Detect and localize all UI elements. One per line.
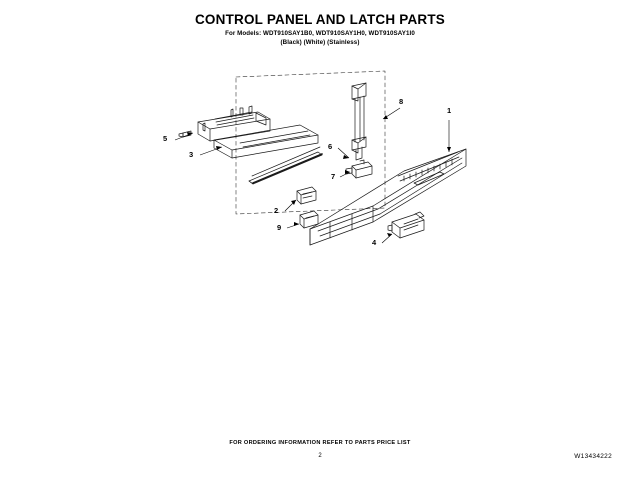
page-number: 2: [318, 453, 322, 459]
page-title: CONTROL PANEL AND LATCH PARTS: [194, 12, 446, 27]
ordering-info-note: FOR ORDERING INFORMATION REFER TO PARTS PRICE LIST: [229, 440, 411, 446]
callout-6: 6: [328, 142, 333, 151]
callout-8: 8: [399, 97, 404, 106]
callout-9: 9: [277, 223, 282, 232]
callout-1: 1: [447, 106, 452, 115]
models-line-finishes: (Black) (White) (Stainless): [280, 39, 360, 46]
callout-7: 7: [331, 172, 336, 181]
callout-4: 4: [372, 238, 377, 247]
callout-3: 3: [189, 150, 194, 159]
models-line-primary: For Models: WDT910SAY1B0, WDT910SAY1H0, WDT910SAY1I0: [225, 30, 415, 37]
callout-5: 5: [163, 134, 168, 143]
callout-2: 2: [274, 206, 279, 215]
document-id: W13434222: [574, 453, 612, 460]
